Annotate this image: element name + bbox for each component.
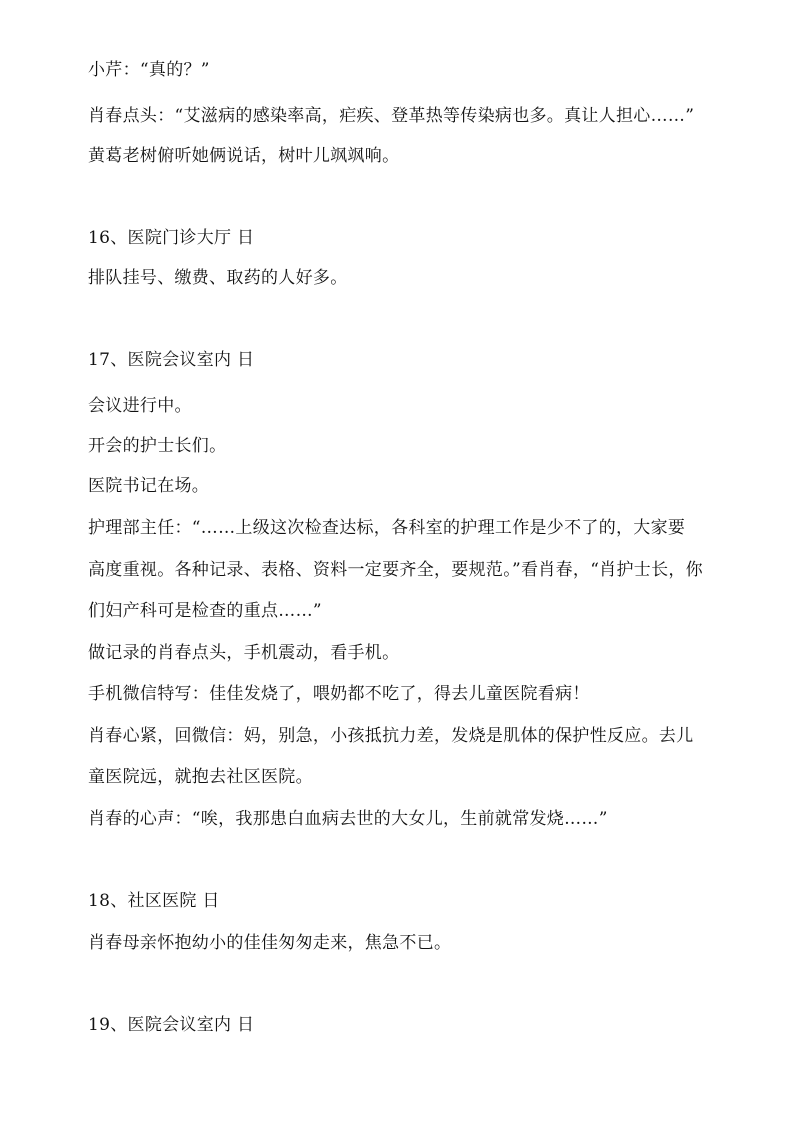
action-line: 排队挂号、缴费、取药的人好多。 xyxy=(88,268,348,288)
dialogue-line: 护理部主任：“……上级这次检查达标，各科室的护理工作是少不了的，大家要 xyxy=(88,518,686,538)
dialogue-line: 肖春点头：“艾滋病的感染率高，疟疾、登革热等传染病也多。真让人担心……” xyxy=(88,106,695,126)
action-line: 开会的护士长们。 xyxy=(88,436,227,456)
action-line: 童医院远，就抱去社区医院。 xyxy=(88,767,313,787)
dialogue-line: 肖春的心声：“唉，我那患白血病去世的大女儿，生前就常发烧……” xyxy=(88,809,608,829)
action-line: 黄葛老树俯听她俩说话，树叶儿飒飒响。 xyxy=(88,146,400,166)
scene-heading: 16、医院门诊大厅 日 xyxy=(88,228,255,248)
scene-heading: 18、社区医院 日 xyxy=(88,891,220,911)
scene-heading: 19、医院会议室内 日 xyxy=(88,1015,255,1035)
action-line: 手机微信特写：佳佳发烧了，喂奶都不吃了，得去儿童医院看病！ xyxy=(88,684,590,704)
dialogue-line: 小芹：“真的？” xyxy=(88,60,210,80)
action-line: 肖春心紧，回微信：妈，别急，小孩抵抗力差，发烧是肌体的保护性反应。去儿 xyxy=(88,726,694,746)
dialogue-line: 高度重视。各种记录、表格、资料一定要齐全，要规范。”看肖春，“肖护士长，你 xyxy=(88,560,703,580)
scene-heading: 17、医院会议室内 日 xyxy=(88,350,255,370)
action-line: 肖春母亲怀抱幼小的佳佳匆匆走来，焦急不已。 xyxy=(88,933,452,953)
action-line: 做记录的肖春点头，手机震动，看手机。 xyxy=(88,643,400,663)
action-line: 医院书记在场。 xyxy=(88,476,210,496)
dialogue-line: 们妇产科可是检查的重点……” xyxy=(88,601,322,621)
action-line: 会议进行中。 xyxy=(88,396,192,416)
